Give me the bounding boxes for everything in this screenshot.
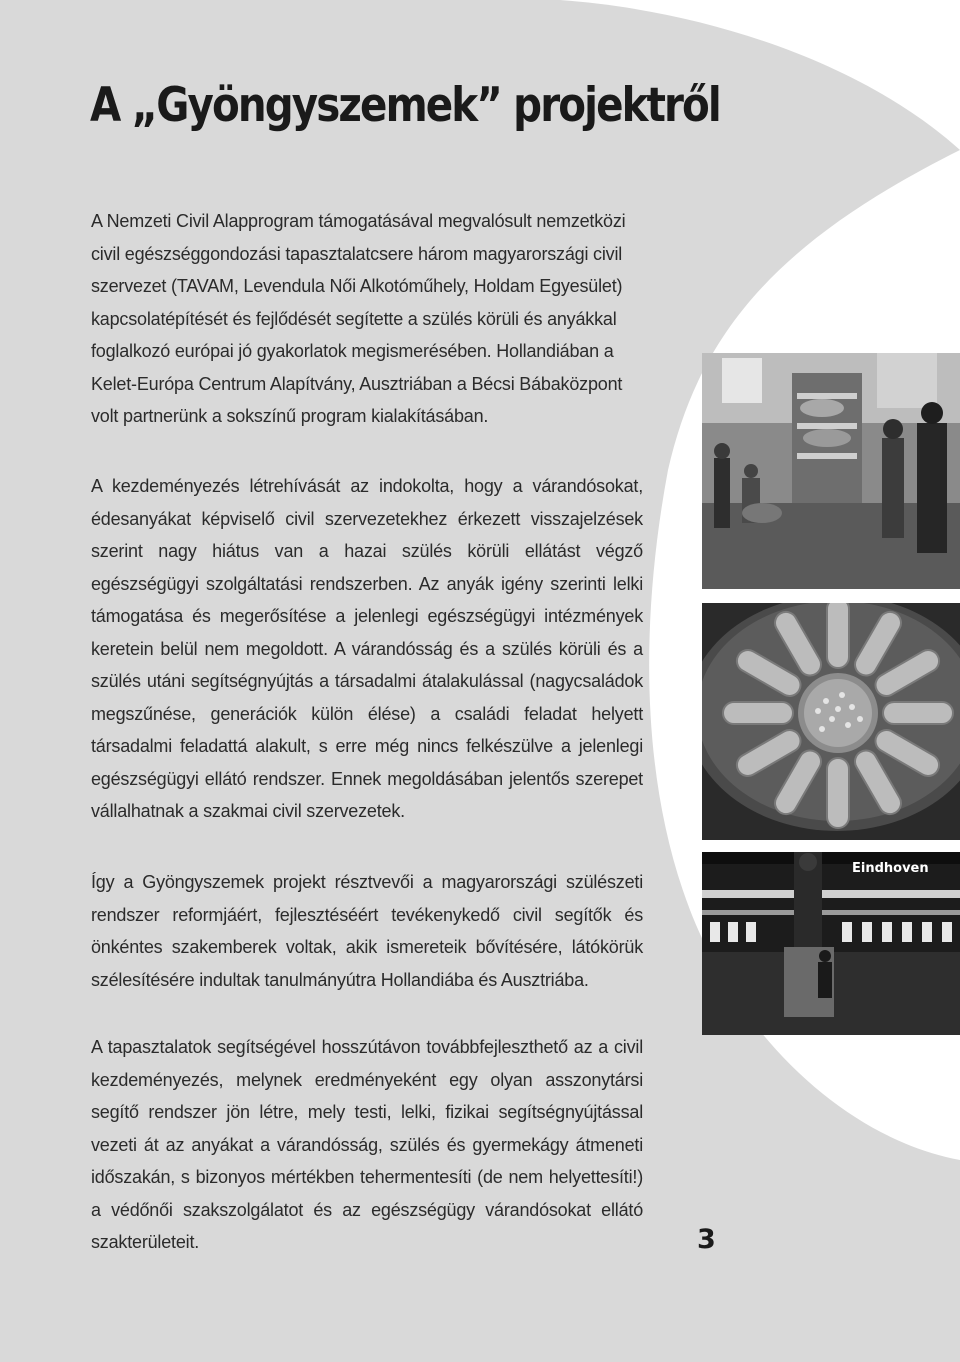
station-sign-text: Eindhoven — [852, 861, 929, 876]
page-title: A „Gyöngyszemek” projektről — [90, 78, 720, 133]
paragraph-outlook: A tapasztalatok segítségével hosszútávon továbbfejleszthető az a civil kezdeményezés, melynek eredményeként egy olyan asszonytársi segítő rendszer jön létre, mely testi, lelki, fizikai segítségnyújtással vezeti át az anyákat a várandósság, szülés és gyermekágy átmeneti időszakán, s bizonyos mértékben tehermentesíti (de nem helyettesíti!) a védőnői szakszolgálatot és az egészségügy várandósokat ellátó szakterületeit. — [91, 1037, 643, 1252]
photo-birth-center-room — [702, 353, 960, 589]
paragraph-motivation: A kezdeményezés létrehívását az indokolta, hogy a várandósokat, édesanyákat képviselő civil szervezetekhez érkezett visszajelzések szerint nagy hiátus van a hazai szülés körüli ellátást végző egészségügyi szolgáltatási rendszerben. Az anyák igény szerinti lelki támogatása és megerősítése a jelenlegi egészségügyi intézmények keretein belül nem megoldott. A várandósság és a szülés körüli és a szülés utáni segítségnyújtás a társadalmi átalakulással (nagycsaládok megszűnése, generációk külön élése) a családi feladat helyett társadalmi feladattá alakult, s erre még nincs felkészülve a jelenlegi egészségügyi ellátó rendszer. Ennek megoldásában jelentős szerepet vállalhatnak a szakmai civil szervezetek. — [91, 476, 643, 821]
page-number: 3 — [697, 1224, 716, 1255]
paragraph-intro: A Nemzeti Civil Alapprogram támogatásával megvalósult nemzetközi civil egészséggondozási tapasztalatcsere három magyarországi civil szervezet (TAVAM, Levendula Női Alkotóműhely, Holdam Egyesület) kapcsolatépítését és fejlődését segítette a szülés körüli és anyákkal foglalkozó európai jó gyakorlatok megismerésében. Hollandiában a Kelet-Európa Centrum Alapítvány, Ausztriában a Bécsi Bábaközpont volt partnerünk a sokszínű program kialakításában. — [91, 211, 626, 426]
paragraph-participants: Így a Gyöngyszemek projekt résztvevői a magyarországi szülészeti rendszer reformjáért, fejlesztéséért tevékenykedő civil segítők és önkéntes szakemberek voltak, akik ismereteik bővítésére, látókörük szélesítésére indultak tanulmányútra Hollandiába és Ausztriába. — [91, 872, 643, 990]
photo-eindhoven-station — [702, 852, 960, 1035]
photo-biscuit-plate — [702, 603, 960, 840]
